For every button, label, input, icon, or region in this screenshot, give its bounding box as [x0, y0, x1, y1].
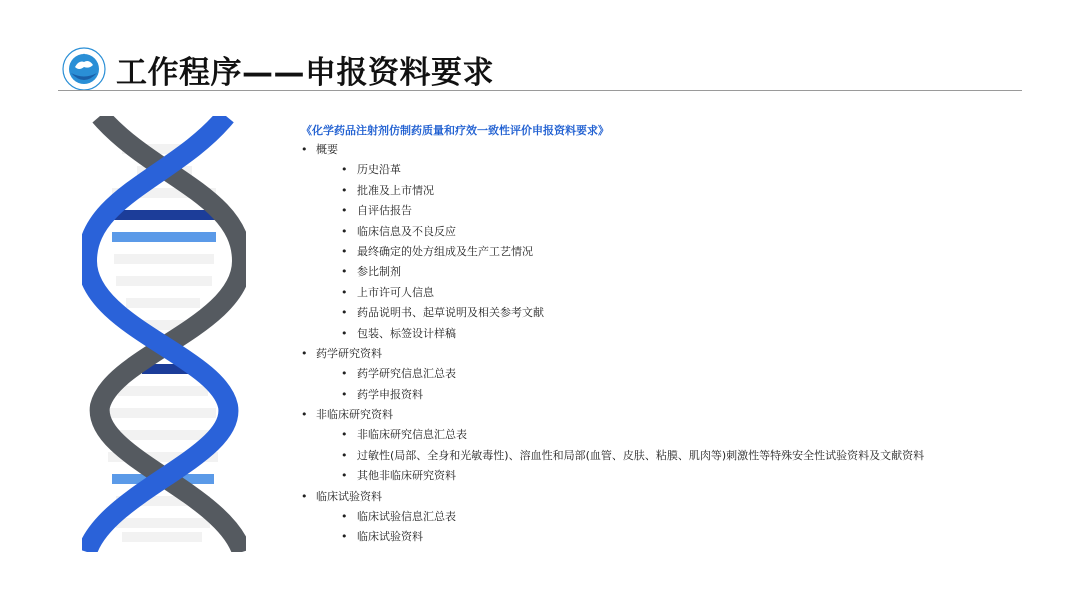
bullet-icon: •	[341, 428, 348, 442]
list-item-label: 上市许可人信息	[357, 285, 434, 299]
list-item	[299, 364, 1059, 384]
list-item	[299, 283, 1059, 303]
helix-rung	[126, 298, 200, 308]
helix-rung	[118, 386, 208, 396]
list-item-label: 最终确定的处方组成及生产工艺情况	[357, 244, 533, 258]
bullet-icon: •	[341, 183, 348, 197]
bullet-icon: •	[341, 204, 348, 218]
list-item-label: 参比制剂	[357, 265, 401, 279]
list-item-label: 非临床研究信息汇总表	[357, 428, 467, 442]
list-item-label: 临床试验资料	[357, 530, 423, 544]
list-item-label: 自评估报告	[357, 204, 412, 218]
section-heading	[299, 405, 1059, 425]
list-item	[299, 303, 1059, 323]
section-heading	[299, 344, 1059, 364]
helix-rung	[116, 276, 212, 286]
list-item-label: 过敏性(局部、全身和光敏毒性)、溶血性和局部(血管、皮肤、粘膜、肌肉等)刺激性等特殊安全性试验资料及文献资料	[357, 448, 925, 462]
list-item	[299, 425, 1059, 445]
helix-rung	[112, 232, 216, 242]
helix-rung	[110, 210, 218, 220]
list-item	[299, 262, 1059, 282]
requirements-outline	[299, 140, 1059, 548]
helix-rung	[122, 532, 202, 542]
section-heading	[299, 140, 1059, 160]
list-item-label: 药品说明书、起草说明及相关参考文献	[357, 306, 544, 320]
bullet-icon: •	[341, 469, 348, 483]
helix-strand-gray	[100, 116, 242, 552]
document-title: 《化学药品注射剂仿制药质量和疗效一致性评价申报资料要求》	[301, 124, 609, 137]
helix-rung	[114, 254, 214, 264]
bullet-icon: •	[341, 224, 348, 238]
list-item-label: 临床试验信息汇总表	[357, 510, 456, 524]
helix-rung	[116, 518, 210, 528]
bullet-icon: •	[341, 326, 348, 340]
list-item	[299, 527, 1059, 547]
list-item	[299, 242, 1059, 262]
section-label: 药学研究资料	[316, 346, 382, 360]
bullet-icon: •	[341, 265, 348, 279]
section-label: 临床试验资料	[316, 489, 382, 503]
section-heading	[299, 487, 1059, 507]
list-item	[299, 181, 1059, 201]
section-label: 非临床研究资料	[316, 408, 393, 422]
list-item-label: 历史沿革	[357, 163, 401, 177]
helix-strand-blue	[87, 116, 228, 552]
list-item-label: 批准及上市情况	[357, 183, 434, 197]
dna-helix-illustration	[82, 116, 246, 552]
organization-emblem-icon	[62, 47, 106, 91]
slide-title: 工作程序——申报资料要求	[116, 54, 494, 91]
list-item	[299, 446, 1059, 466]
bullet-icon: •	[341, 367, 348, 381]
bullet-icon: •	[341, 306, 348, 320]
bullet-icon: •	[341, 448, 348, 462]
bullet-icon: •	[341, 244, 348, 258]
header-divider	[58, 90, 1022, 91]
bullet-icon: •	[341, 285, 348, 299]
list-item-label: 其他非临床研究资料	[357, 469, 456, 483]
bullet-icon: •	[341, 387, 348, 401]
list-item-label: 药学申报资料	[357, 387, 423, 401]
list-item	[299, 201, 1059, 221]
list-item	[299, 466, 1059, 486]
list-item-label: 临床信息及不良反应	[357, 224, 456, 238]
list-item-label: 包装、标签设计样稿	[357, 326, 456, 340]
bullet-icon: •	[341, 530, 348, 544]
slide-header	[62, 44, 494, 94]
bullet-icon: •	[301, 408, 308, 422]
list-item	[299, 222, 1059, 242]
bullet-icon: •	[301, 346, 308, 360]
list-item	[299, 385, 1059, 405]
bullet-icon: •	[341, 163, 348, 177]
list-item	[299, 507, 1059, 527]
list-item	[299, 324, 1059, 344]
section-label: 概要	[316, 143, 338, 156]
bullet-icon: •	[301, 489, 308, 503]
list-item	[299, 160, 1059, 180]
helix-rung	[110, 408, 216, 418]
list-item-label: 药学研究信息汇总表	[357, 367, 456, 381]
bullet-icon: •	[301, 143, 308, 156]
bullet-icon: •	[341, 510, 348, 524]
